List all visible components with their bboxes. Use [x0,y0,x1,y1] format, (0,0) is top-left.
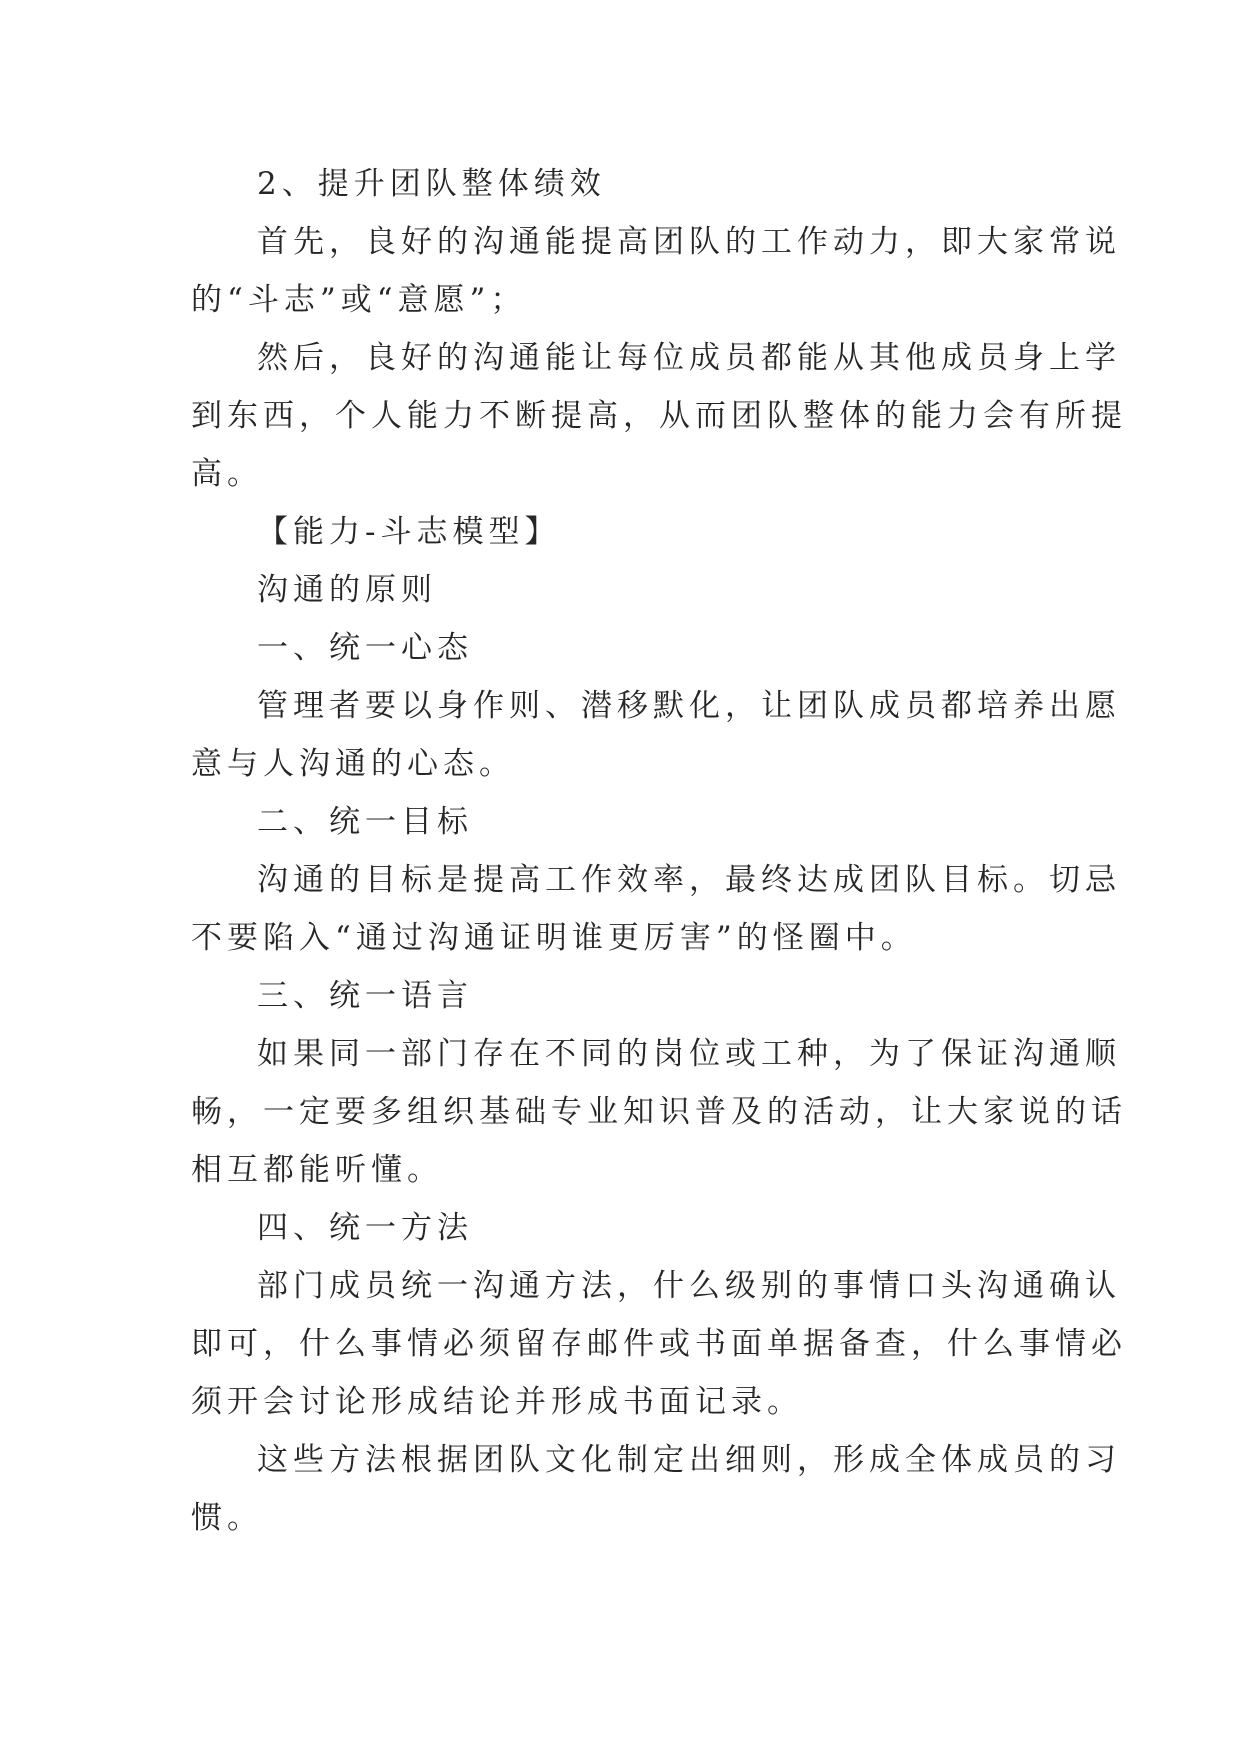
section-heading [191,155,1061,213]
body-paragraph [191,329,1127,503]
text-line: 三、统一语言 [257,978,473,1014]
text-line: 到东西，个人能力不断提高，从而团队整体的能力会有所提 [191,398,1127,434]
text-line: 首先，良好的沟通能提高团队的工作动力，即大家常说 [257,224,1121,260]
principle-heading [191,1199,1061,1257]
text-line: 即可，什么事情必须留存邮件或书面单据备查，什么事情必 [191,1326,1127,1362]
body-paragraph [191,1257,1127,1431]
text-line: 须开会讨论形成结论并形成书面记录。 [191,1384,803,1420]
text-line: 管理者要以身作则、潜移默化，让团队成员都培养出愿 [257,688,1121,724]
body-paragraph [191,677,1121,793]
document-body [191,155,1127,1547]
model-title [191,503,1061,561]
text-line: 这些方法根据团队文化制定出细则，形成全体成员的习 [257,1442,1121,1478]
body-paragraph [191,213,1121,329]
text-line: 沟通的原则 [257,572,437,608]
text-line: 惯。 [191,1500,263,1536]
text-line: 高。 [191,456,263,492]
text-line: 相互都能听懂。 [191,1152,443,1188]
text-line: 意与人沟通的心态。 [191,746,515,782]
text-line: 四、统一方法 [257,1210,473,1246]
text-line: 一、统一心态 [257,630,473,666]
text-line: 的“斗志”或“意愿”； [191,282,527,318]
body-paragraph [191,851,1121,967]
principle-heading [191,793,1061,851]
body-paragraph [191,1431,1121,1547]
principle-heading [191,619,1061,677]
text-line: 二、统一目标 [257,804,473,840]
text-line: 【能力-斗志模型】 [257,514,561,550]
text-line: 部门成员统一沟通方法，什么级别的事情口头沟通确认 [257,1268,1121,1304]
text-line: 不要陷入“通过沟通证明谁更厉害”的怪圈中。 [191,920,917,956]
text-line: 如果同一部门存在不同的岗位或工种，为了保证沟通顺 [257,1036,1121,1072]
principle-heading [191,967,1061,1025]
text-line: 然后，良好的沟通能让每位成员都能从其他成员身上学 [257,340,1121,376]
text-line: 2、提升团队整体绩效 [257,166,606,202]
text-line: 沟通的目标是提高工作效率，最终达成团队目标。切忌 [257,862,1121,898]
section-heading [191,561,1061,619]
text-line: 畅，一定要多组织基础专业知识普及的活动，让大家说的话 [191,1094,1127,1130]
body-paragraph [191,1025,1127,1199]
